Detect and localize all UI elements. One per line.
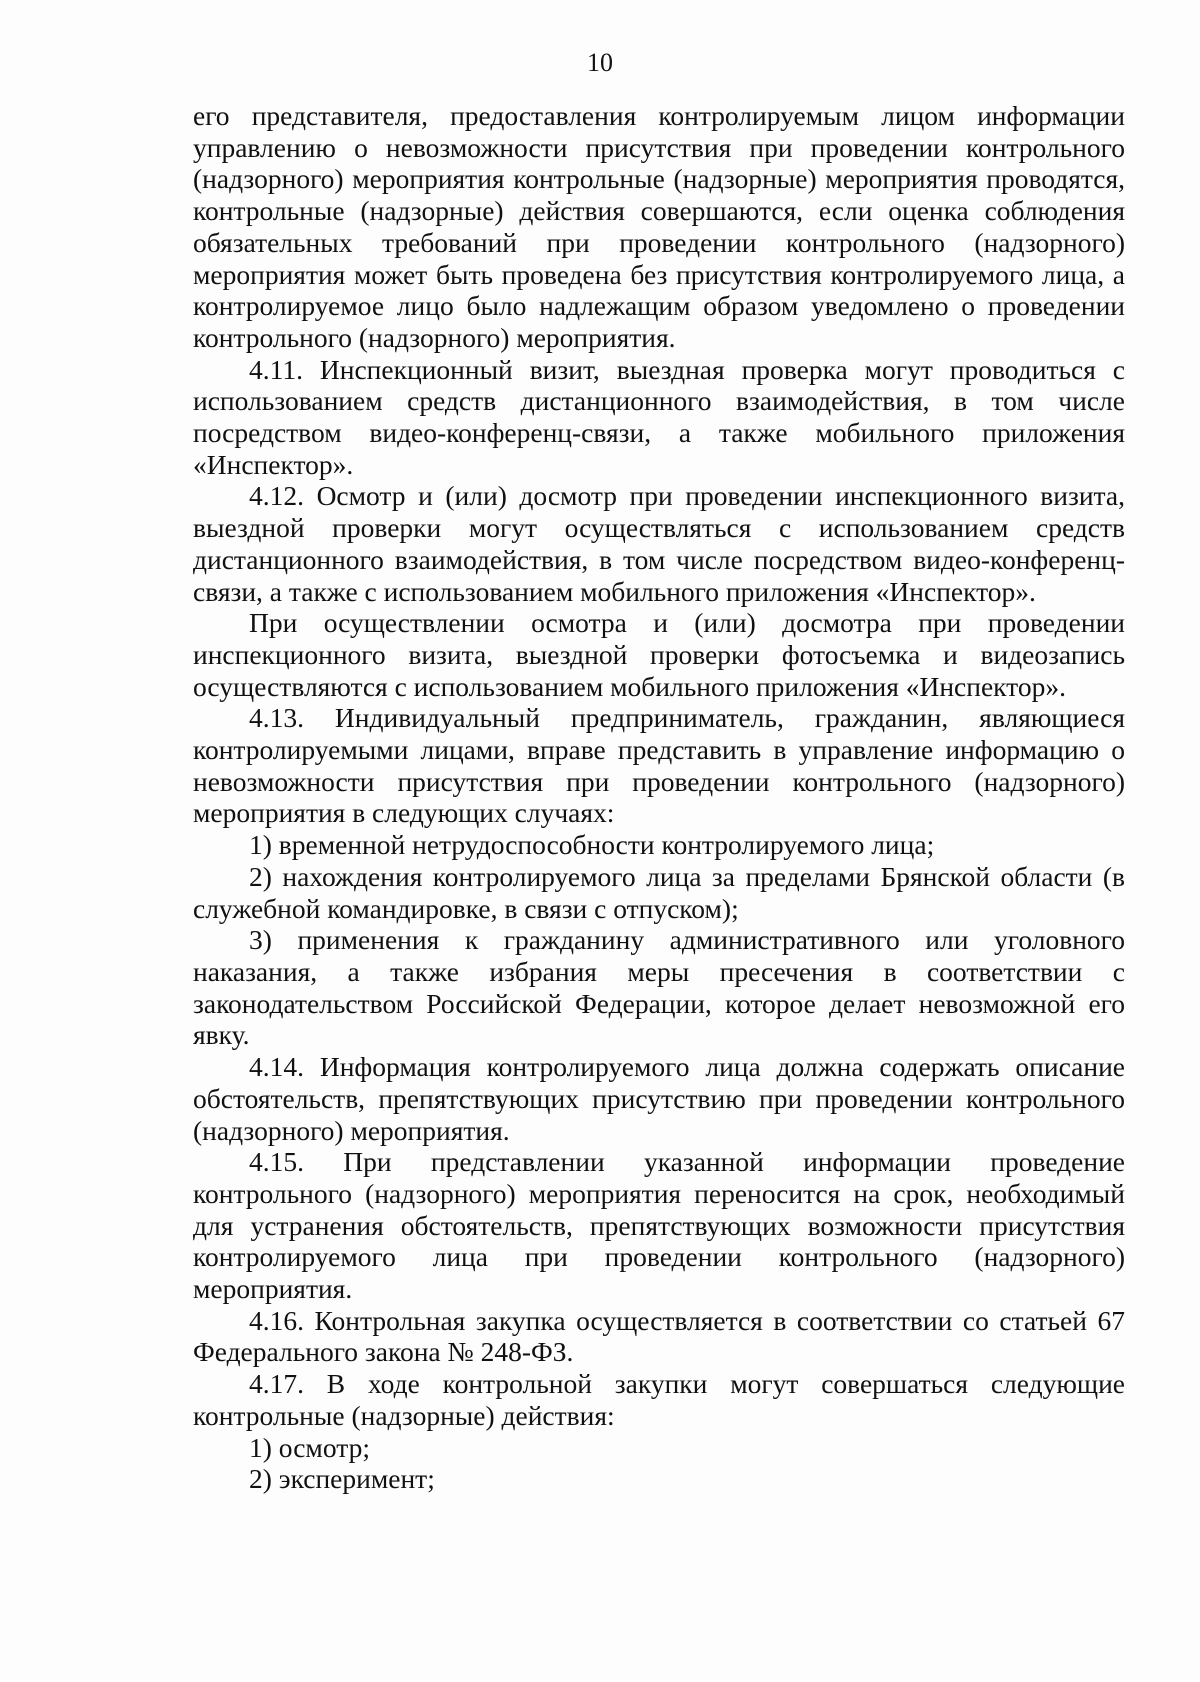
paragraph-4-12: 4.12. Осмотр и (или) досмотр при проведении инспекционного визита, выездной проверки могут осуществляться с использованием средств дистанционного взаимодействия, в том числе посредством видео-конференц-связи, а также с использованием мобильного приложения «Инспектор».: [193, 480, 1125, 607]
paragraph-4-15: 4.15. При представлении указанной информации проведение контрольного (надзорного) мероприятия переносится на срок, необходимый для устранения обстоятельств, препятствующих возможности присутствия контролируемого лица при проведении контрольного (надзорного) мероприятия.: [193, 1146, 1125, 1305]
list-item-1: 1) временной нетрудоспособности контролируемого лица;: [249, 829, 935, 861]
paragraph-photo-video: При осуществлении осмотра и (или) досмотра при проведении инспекционного визита, выездной проверки фотосъемка и видеозапись осуществляются с использованием мобильного приложения «Инспектор».: [193, 607, 1125, 702]
list-item-2: 2) нахождения контролируемого лица за пределами Брянской области (в служебной командировке, в связи с отпуском);: [193, 860, 1125, 924]
page-number: 10: [587, 48, 613, 77]
list-item-experiment: 2) эксперимент;: [249, 1463, 435, 1495]
paragraph-4-13: 4.13. Индивидуальный предприниматель, гражданин, являющиеся контролируемыми лицами, вправе представить в управление информацию о невозможности присутствия при проведении контрольного (надзорного) мероприятия в следующих случаях:: [193, 702, 1125, 829]
list-item-inspection: 1) осмотр;: [249, 1431, 370, 1463]
paragraph-4-17: 4.17. В ходе контрольной закупки могут совершаться следующие контрольные (надзорные) действия:: [193, 1368, 1125, 1431]
paragraph-4-14: 4.14. Информация контролируемого лица должна содержать описание обстоятельств, препятствующих присутствию при проведении контрольного (надзорного) мероприятия.: [193, 1051, 1125, 1146]
paragraph-4-16: 4.16. Контрольная закупка осуществляется в соответствии со статьей 67 Федерального закона № 248-ФЗ.: [193, 1304, 1125, 1368]
document-body: [193, 100, 1125, 1495]
paragraph-continuation: его представителя, предоставления контролируемым лицом информации управлению о невозможности присутствия при проведении контрольного (надзорного) мероприятия контрольные (надзорные) мероприятия проводятся, контрольные (надзорные) действия совершаются, если оценка соблюдения обязательных требований при проведении контрольного (надзорного) мероприятия может быть проведена без присутствия контролируемого лица, а контролируемое лицо было надлежащим образом уведомлено о проведении контрольного (надзорного) мероприятия.: [193, 100, 1125, 353]
paragraph-4-11: 4.11. Инспекционный визит, выездная проверка могут проводиться с использованием средств дистанционного взаимодействия, в том числе посредством видео-конференц-связи, а также мобильного приложения «Инспектор».: [193, 353, 1125, 480]
list-item-3: 3) применения к гражданину административного или уголовного наказания, а также избрания меры пресечения в соответствии с законодательством Российской Федерации, которое делает невозможной его явку.: [193, 924, 1125, 1051]
